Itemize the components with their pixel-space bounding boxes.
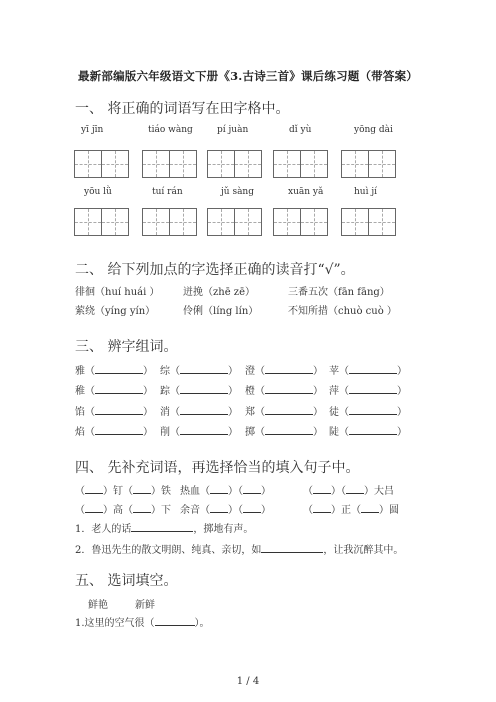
character: 削 <box>160 427 170 438</box>
word-option-1: 鲜艳 <box>88 600 108 611</box>
character: 橙 <box>245 386 255 397</box>
pronunciation-item: 伶俐（líng lín） <box>183 306 259 317</box>
answer-blank[interactable] <box>261 543 323 553</box>
idiom-row-1b: 热血（ ）（ ） <box>180 486 271 497</box>
section-4-heading: 四、 先补充词语，再选择恰当的填入句子中。 <box>75 460 360 476</box>
section-3-heading: 三、 辨字组词。 <box>75 339 178 355</box>
pronunciation-item: 三番五次（fān fāng） <box>288 287 390 298</box>
answer-blank[interactable] <box>349 384 397 394</box>
sentence-2: 2．鲁迅先生的散文明朗、纯真、亲切，如 ，让我沉醉其中。 <box>75 545 404 556</box>
word-group-item: 稚（ ） <box>75 386 153 397</box>
idiom-row-2b: 余音（ ）（ ） <box>180 505 271 516</box>
fill-question-1: 1.这里的空气很（ ）。 <box>75 618 210 629</box>
pronunciation-item: 徘徊（huí huái ） <box>75 287 160 298</box>
character: 陡 <box>329 427 339 438</box>
idiom-row-2: （ ）高（ ）下 <box>75 505 171 516</box>
answer-blank[interactable] <box>155 616 195 626</box>
character: 郑 <box>245 407 255 418</box>
pinyin-1-1: yī jīn <box>81 125 104 135</box>
character: 澄 <box>245 366 255 377</box>
answer-blank[interactable] <box>349 425 397 435</box>
answer-blank[interactable] <box>265 405 313 415</box>
tianzige-box[interactable] <box>142 150 197 178</box>
pinyin-1-5: yōng dài <box>354 125 393 135</box>
word-group-item: 焰（ ） <box>75 427 153 438</box>
tianzige-box[interactable] <box>74 150 129 178</box>
word-option-2: 新鲜 <box>135 600 155 611</box>
document-title: 最新部编版六年级语文下册《3.古诗三首》课后练习题（带答案） <box>77 69 418 83</box>
tianzige-box[interactable] <box>273 150 328 178</box>
word-group-item: 郑（ ） <box>245 407 323 418</box>
section-1-heading: 一、 将正确的词语写在田字格中。 <box>75 101 290 117</box>
section-2-heading: 二、 给下列加点的字选择正确的读音打“√”。 <box>75 262 355 278</box>
word-group-item: 雅（ ） <box>75 366 153 377</box>
answer-blank[interactable] <box>180 364 228 374</box>
pinyin-2-5: huì jí <box>354 187 378 197</box>
character: 徒 <box>329 407 339 418</box>
answer-blank[interactable] <box>265 425 313 435</box>
pinyin-2-3: jǔ sàng <box>221 187 254 197</box>
character: 苹 <box>329 366 339 377</box>
pinyin-2-1: yōu lǜ <box>84 187 112 197</box>
word-group-item: 踪（ ） <box>160 386 238 397</box>
pronunciation-item: 迸挽（zhē zē） <box>183 287 255 298</box>
word-group-item: 苹（ ） <box>329 366 407 377</box>
word-group-item: 消（ ） <box>160 407 238 418</box>
pinyin-2-4: xuān yǎ <box>288 187 324 197</box>
word-group-item: 澄（ ） <box>245 366 323 377</box>
section-5-heading: 五、 选词填空。 <box>75 573 178 589</box>
answer-blank[interactable] <box>131 522 193 532</box>
word-group-item: 掷（ ） <box>245 427 323 438</box>
page-number: 1 / 4 <box>236 676 260 687</box>
answer-blank[interactable] <box>95 364 143 374</box>
word-group-item: 萍（ ） <box>329 386 407 397</box>
answer-blank[interactable] <box>95 425 143 435</box>
character: 稚 <box>75 386 85 397</box>
character: 消 <box>160 407 170 418</box>
idiom-row-1: （ ）钉（ ）铁 <box>75 486 171 497</box>
tianzige-box[interactable] <box>207 208 262 236</box>
word-group-item: 削（ ） <box>160 427 238 438</box>
word-group-item: 综（ ） <box>160 366 238 377</box>
character: 踪 <box>160 386 170 397</box>
answer-blank[interactable] <box>265 384 313 394</box>
sentence-1: 1．老人的话 ，掷地有声。 <box>75 524 254 535</box>
pinyin-1-4: dǐ yù <box>289 125 312 135</box>
tianzige-box[interactable] <box>341 150 396 178</box>
answer-blank[interactable] <box>95 405 143 415</box>
tianzige-box[interactable] <box>142 208 197 236</box>
answer-blank[interactable] <box>180 384 228 394</box>
answer-blank[interactable] <box>349 405 397 415</box>
tianzige-box[interactable] <box>74 208 129 236</box>
answer-blank[interactable] <box>349 364 397 374</box>
character: 萍 <box>329 386 339 397</box>
tianzige-box[interactable] <box>207 150 262 178</box>
character: 综 <box>160 366 170 377</box>
word-group-item: 馅（ ） <box>75 407 153 418</box>
pinyin-2-2: tuí rán <box>152 187 183 197</box>
answer-blank[interactable] <box>95 384 143 394</box>
pronunciation-item: 不知所措（chuò cuò ） <box>288 306 397 317</box>
tianzige-box[interactable] <box>273 208 328 236</box>
pinyin-1-3: pí juàn <box>217 125 249 135</box>
character: 掷 <box>245 427 255 438</box>
pronunciation-item: 萦绕（yíng yín） <box>75 306 156 317</box>
character: 雅 <box>75 366 85 377</box>
idiom-row-2c: （ ）正（ ）圆 <box>303 505 399 516</box>
answer-blank[interactable] <box>180 425 228 435</box>
word-group-item: 陡（ ） <box>329 427 407 438</box>
word-group-item: 徒（ ） <box>329 407 407 418</box>
character: 焰 <box>75 427 85 438</box>
word-group-item: 橙（ ） <box>245 386 323 397</box>
pinyin-1-2: tiáo wàng <box>148 125 193 135</box>
character: 馅 <box>75 407 85 418</box>
idiom-row-1c: （ ）（ ）大吕 <box>303 486 394 497</box>
answer-blank[interactable] <box>265 364 313 374</box>
tianzige-box[interactable] <box>341 208 396 236</box>
answer-blank[interactable] <box>180 405 228 415</box>
